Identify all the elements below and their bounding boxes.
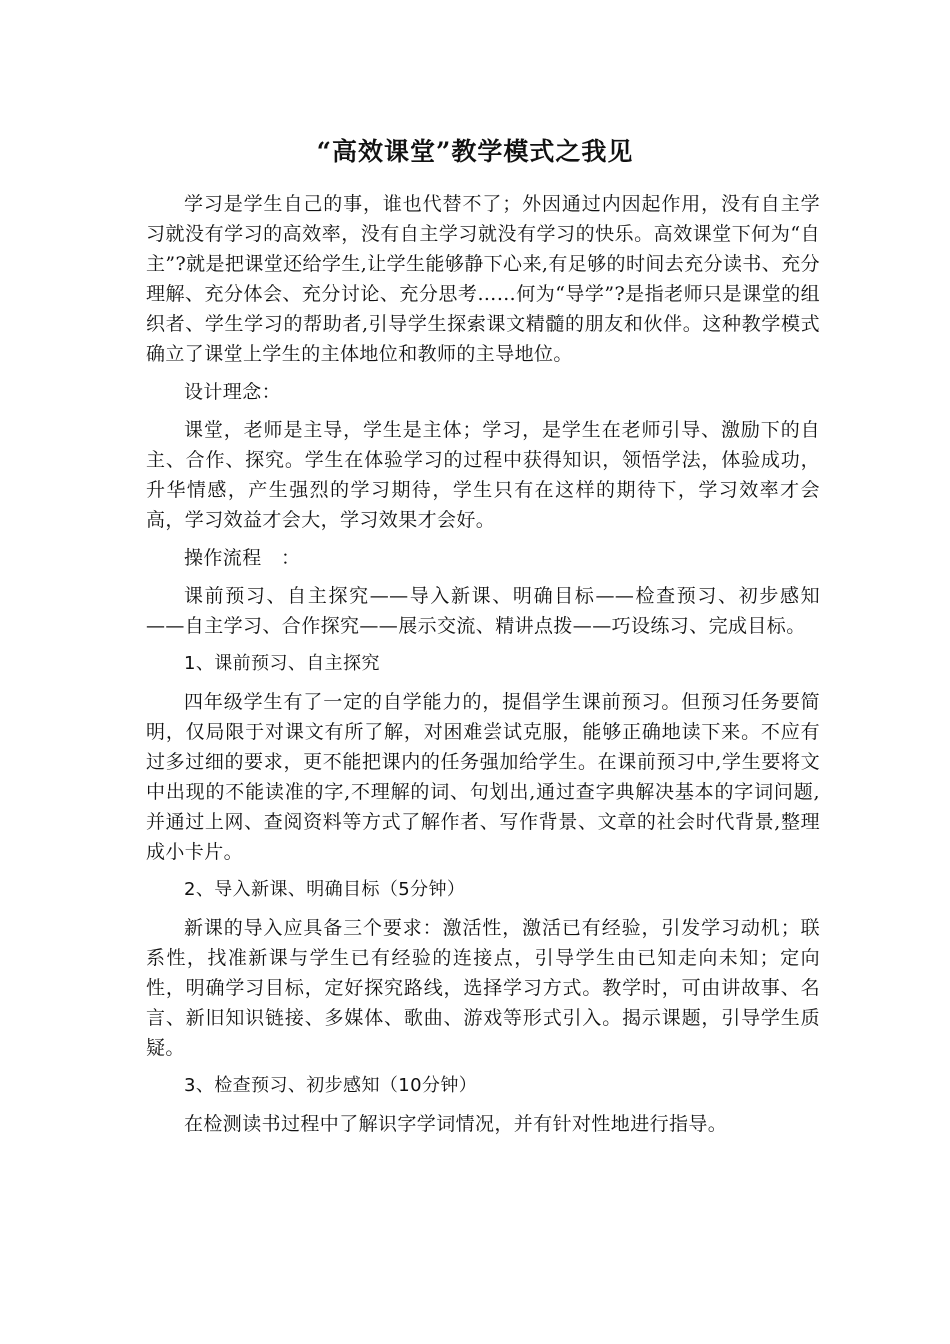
- paragraph-design-concept: 课堂，老师是主导，学生是主体；学习，是学生在老师引导、激励下的自主、合作、探究。学生在体验学习的过程中获得知识，领悟学法，体验成功，升华情感，产生强烈的学习期待，学生只有在这样的期待下，学习效率才会高，学习效益才会大，学习效果才会好。: [146, 419, 820, 531]
- paragraph-preview: 四年级学生有了一定的自学能力的，提倡学生课前预习。但预习任务要简明，仅局限于对课文有所了解，对困难尝试克服，能够正确地读下来。不应有过多过细的要求，更不能把课内的任务强加给学生。在课前预习中,学生要将文中出现的不能读准的字,不理解的词、句划出,通过查字典解决基本的字词问题,并通过上网、查阅资料等方式了解作者、写作背景、文章的社会时代背景,整理成小卡片。: [146, 691, 820, 863]
- paragraph-check-preview: 在检测读书过程中了解识字学词情况，并有针对性地进行指导。: [184, 1113, 728, 1135]
- paragraph-procedure-heading: 操作流程 ：: [184, 547, 301, 569]
- paragraph-introduction-new-lesson: 新课的导入应具备三个要求：激活性，激活已有经验，引发学习动机；联系性，找准新课与学生已有经验的连接点，引导学生由已知走向未知；定向性，明确学习目标，定好探究路线，选择学习方式。教学时，可由讲故事、名言、新旧知识链接、多媒体、歌曲、游戏等形式引入。揭示课题，引导学生质疑。: [146, 917, 820, 1059]
- section-heading-1: 1、课前预习、自主探究: [184, 653, 380, 674]
- section-heading-2: 2、导入新课、明确目标（5分钟）: [184, 879, 466, 900]
- section-heading-3: 3、检查预习、初步感知（10分钟）: [184, 1075, 478, 1096]
- paragraph-design-concept-heading: 设计理念：: [184, 381, 282, 403]
- paragraph-intro: 学习是学生自己的事，谁也代替不了；外因通过内因起作用，没有自主学习就没有学习的高效率，没有自主学习就没有学习的快乐。高效课堂下何为“自主”?就是把课堂还给学生,让学生能够静下心来,有足够的时间去充分读书、充分理解、充分体会、充分讨论、充分思考……何为“导学”?是指老师只是课堂的组织者、学生学习的帮助者,引导学生探索课文精髓的朋友和伙伴。这种教学模式确立了课堂上学生的主体地位和教师的主导地位。: [146, 193, 820, 365]
- document-body: [146, 189, 820, 1139]
- paragraph-procedure: 课前预习、自主探究——导入新课、明确目标——检查预习、初步感知——自主学习、合作探究——展示交流、精讲点拨——巧设练习、完成目标。: [146, 585, 820, 637]
- document-title: “高效课堂”教学模式之我见: [316, 137, 634, 166]
